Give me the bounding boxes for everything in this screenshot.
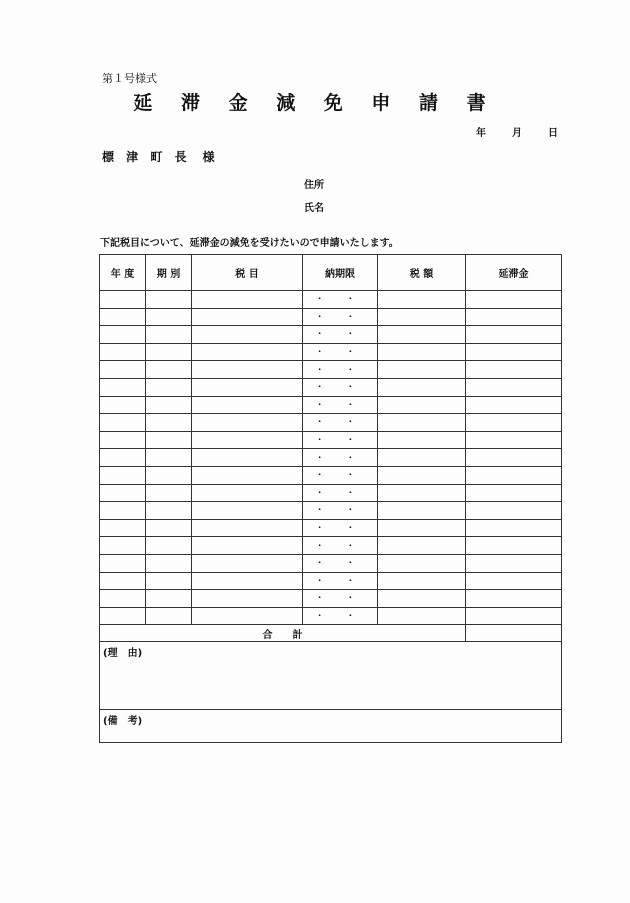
notes-row: [100, 710, 562, 743]
cell-fiscal-year[interactable]: [100, 519, 146, 537]
cell-tax-item[interactable]: [192, 590, 303, 608]
cell-tax-amount[interactable]: [378, 343, 466, 361]
cell-fiscal-year[interactable]: [100, 466, 146, 484]
cell-period[interactable]: [146, 396, 192, 414]
cell-tax-item[interactable]: [192, 361, 303, 379]
date-line: [476, 124, 558, 139]
table-row: [100, 378, 562, 396]
cell-due-date[interactable]: ・ ・: [303, 343, 378, 361]
cell-period[interactable]: [146, 607, 192, 625]
addressee: [102, 148, 219, 165]
cell-due-date[interactable]: ・ ・: [303, 607, 378, 625]
address-label: 住所: [304, 180, 324, 191]
cell-tax-amount[interactable]: [378, 590, 466, 608]
cell-late-fee[interactable]: [466, 590, 562, 608]
cell-tax-item[interactable]: [192, 326, 303, 344]
table-row: [100, 484, 562, 502]
table-row: [100, 590, 562, 608]
header-due-date: 納期限: [303, 255, 378, 291]
table-row: [100, 343, 562, 361]
table-row: [100, 554, 562, 572]
cell-late-fee[interactable]: [466, 466, 562, 484]
total-row: [100, 625, 562, 642]
name-label: 氏名: [304, 203, 324, 214]
cell-due-date[interactable]: ・ ・: [303, 378, 378, 396]
cell-period[interactable]: [146, 378, 192, 396]
cell-tax-item[interactable]: [192, 519, 303, 537]
cell-tax-item[interactable]: [192, 607, 303, 625]
cell-tax-amount[interactable]: [378, 554, 466, 572]
cell-fiscal-year[interactable]: [100, 326, 146, 344]
cell-due-date[interactable]: ・ ・: [303, 502, 378, 520]
cell-tax-item[interactable]: [192, 466, 303, 484]
cell-due-date[interactable]: ・ ・: [303, 519, 378, 537]
cell-period[interactable]: [146, 519, 192, 537]
cell-tax-amount[interactable]: [378, 572, 466, 590]
cell-tax-item[interactable]: [192, 502, 303, 520]
header-tax-amount: 税 額: [378, 255, 466, 291]
cell-due-date[interactable]: ・ ・: [303, 449, 378, 467]
cell-tax-amount[interactable]: [378, 414, 466, 432]
table-row: [100, 502, 562, 520]
cell-tax-amount[interactable]: [378, 396, 466, 414]
cell-late-fee[interactable]: [466, 431, 562, 449]
cell-fiscal-year[interactable]: [100, 502, 146, 520]
cell-period[interactable]: [146, 291, 192, 309]
cell-late-fee[interactable]: [466, 519, 562, 537]
cell-late-fee[interactable]: [466, 572, 562, 590]
date-year-label: 年: [476, 128, 486, 139]
cell-fiscal-year[interactable]: [100, 572, 146, 590]
cell-fiscal-year[interactable]: [100, 449, 146, 467]
cell-late-fee[interactable]: [466, 484, 562, 502]
cell-period[interactable]: [146, 308, 192, 326]
cell-fiscal-year[interactable]: [100, 308, 146, 326]
cell-due-date[interactable]: ・ ・: [303, 326, 378, 344]
cell-period[interactable]: [146, 326, 192, 344]
total-cell[interactable]: [466, 625, 562, 642]
table-row: [100, 607, 562, 625]
addressee-name: 標 津 町 長: [102, 150, 191, 164]
cell-fiscal-year[interactable]: [100, 484, 146, 502]
header-period: 期 別: [146, 255, 192, 291]
cell-due-date[interactable]: ・ ・: [303, 396, 378, 414]
cell-fiscal-year[interactable]: [100, 414, 146, 432]
cell-tax-amount[interactable]: [378, 537, 466, 555]
cell-fiscal-year[interactable]: [100, 554, 146, 572]
cell-late-fee[interactable]: [466, 449, 562, 467]
cell-tax-item[interactable]: [192, 537, 303, 555]
table-row: [100, 449, 562, 467]
cell-period[interactable]: [146, 449, 192, 467]
cell-tax-item[interactable]: [192, 572, 303, 590]
cell-tax-item[interactable]: [192, 378, 303, 396]
tax-table: [99, 254, 562, 743]
cell-period[interactable]: [146, 590, 192, 608]
table-row: [100, 537, 562, 555]
cell-late-fee[interactable]: [466, 554, 562, 572]
cell-tax-amount[interactable]: [378, 519, 466, 537]
cell-tax-amount[interactable]: [378, 607, 466, 625]
cell-late-fee[interactable]: [466, 361, 562, 379]
cell-tax-item[interactable]: [192, 484, 303, 502]
cell-tax-amount[interactable]: [378, 291, 466, 309]
date-month-label: 月: [512, 128, 522, 139]
cell-tax-amount[interactable]: [378, 378, 466, 396]
table-row: [100, 326, 562, 344]
cell-tax-amount[interactable]: [378, 484, 466, 502]
date-day-label: 日: [548, 128, 558, 139]
cell-tax-item[interactable]: [192, 308, 303, 326]
cell-due-date[interactable]: ・ ・: [303, 590, 378, 608]
cell-period[interactable]: [146, 361, 192, 379]
cell-period[interactable]: [146, 343, 192, 361]
cell-late-fee[interactable]: [466, 396, 562, 414]
cell-late-fee[interactable]: [466, 308, 562, 326]
cell-late-fee[interactable]: [466, 537, 562, 555]
cell-period[interactable]: [146, 466, 192, 484]
cell-fiscal-year[interactable]: [100, 396, 146, 414]
table-row: [100, 519, 562, 537]
cell-due-date[interactable]: ・ ・: [303, 431, 378, 449]
table-row: [100, 361, 562, 379]
cell-fiscal-year[interactable]: [100, 607, 146, 625]
table-row: [100, 414, 562, 432]
cell-period[interactable]: [146, 414, 192, 432]
header-fiscal-year: 年 度: [100, 255, 146, 291]
table-row: [100, 396, 562, 414]
cell-tax-item[interactable]: [192, 414, 303, 432]
cell-period[interactable]: [146, 537, 192, 555]
cell-due-date[interactable]: ・ ・: [303, 291, 378, 309]
notes-cell[interactable]: (備 考): [100, 710, 562, 743]
cell-period[interactable]: [146, 554, 192, 572]
cell-due-date[interactable]: ・ ・: [303, 572, 378, 590]
table-row: [100, 308, 562, 326]
cell-tax-item[interactable]: [192, 554, 303, 572]
cell-fiscal-year[interactable]: [100, 537, 146, 555]
cell-tax-item[interactable]: [192, 396, 303, 414]
cell-tax-amount[interactable]: [378, 449, 466, 467]
reason-row: [100, 642, 562, 710]
cell-due-date[interactable]: ・ ・: [303, 414, 378, 432]
cell-tax-item[interactable]: [192, 431, 303, 449]
cell-fiscal-year[interactable]: [100, 431, 146, 449]
cell-due-date[interactable]: ・ ・: [303, 308, 378, 326]
cell-fiscal-year[interactable]: [100, 361, 146, 379]
cell-fiscal-year[interactable]: [100, 291, 146, 309]
cell-tax-amount[interactable]: [378, 502, 466, 520]
addressee-honorific: 様: [202, 150, 219, 164]
cell-period[interactable]: [146, 502, 192, 520]
cell-late-fee[interactable]: [466, 326, 562, 344]
header-late-fee: 延滞金: [466, 255, 562, 291]
table-row: [100, 431, 562, 449]
statement-text: 下記税目について、延滞金の減免を受けたいので申請いたします。: [100, 238, 399, 249]
total-label: 合 計: [100, 625, 466, 642]
cell-late-fee[interactable]: [466, 607, 562, 625]
table-row: [100, 291, 562, 309]
cell-fiscal-year[interactable]: [100, 378, 146, 396]
cell-late-fee[interactable]: [466, 291, 562, 309]
cell-tax-amount[interactable]: [378, 308, 466, 326]
cell-tax-item[interactable]: [192, 291, 303, 309]
table-header-row: [100, 255, 562, 291]
cell-tax-item[interactable]: [192, 449, 303, 467]
cell-late-fee[interactable]: [466, 343, 562, 361]
cell-tax-amount[interactable]: [378, 466, 466, 484]
cell-due-date[interactable]: ・ ・: [303, 484, 378, 502]
cell-due-date[interactable]: ・ ・: [303, 361, 378, 379]
cell-late-fee[interactable]: [466, 414, 562, 432]
cell-tax-amount[interactable]: [378, 431, 466, 449]
cell-late-fee[interactable]: [466, 378, 562, 396]
table-row: [100, 572, 562, 590]
page-title: 延 滞 金 減 免 申 請 書: [133, 92, 497, 114]
cell-period[interactable]: [146, 484, 192, 502]
cell-tax-amount[interactable]: [378, 361, 466, 379]
cell-period[interactable]: [146, 572, 192, 590]
cell-tax-amount[interactable]: [378, 326, 466, 344]
form-number: 第１号様式: [102, 72, 157, 85]
cell-due-date[interactable]: ・ ・: [303, 554, 378, 572]
cell-tax-item[interactable]: [192, 343, 303, 361]
cell-fiscal-year[interactable]: [100, 343, 146, 361]
cell-period[interactable]: [146, 431, 192, 449]
reason-cell[interactable]: (理 由): [100, 642, 562, 710]
table-row: [100, 466, 562, 484]
header-tax-item: 税 目: [192, 255, 303, 291]
cell-due-date[interactable]: ・ ・: [303, 466, 378, 484]
cell-fiscal-year[interactable]: [100, 590, 146, 608]
cell-due-date[interactable]: ・ ・: [303, 537, 378, 555]
cell-late-fee[interactable]: [466, 502, 562, 520]
